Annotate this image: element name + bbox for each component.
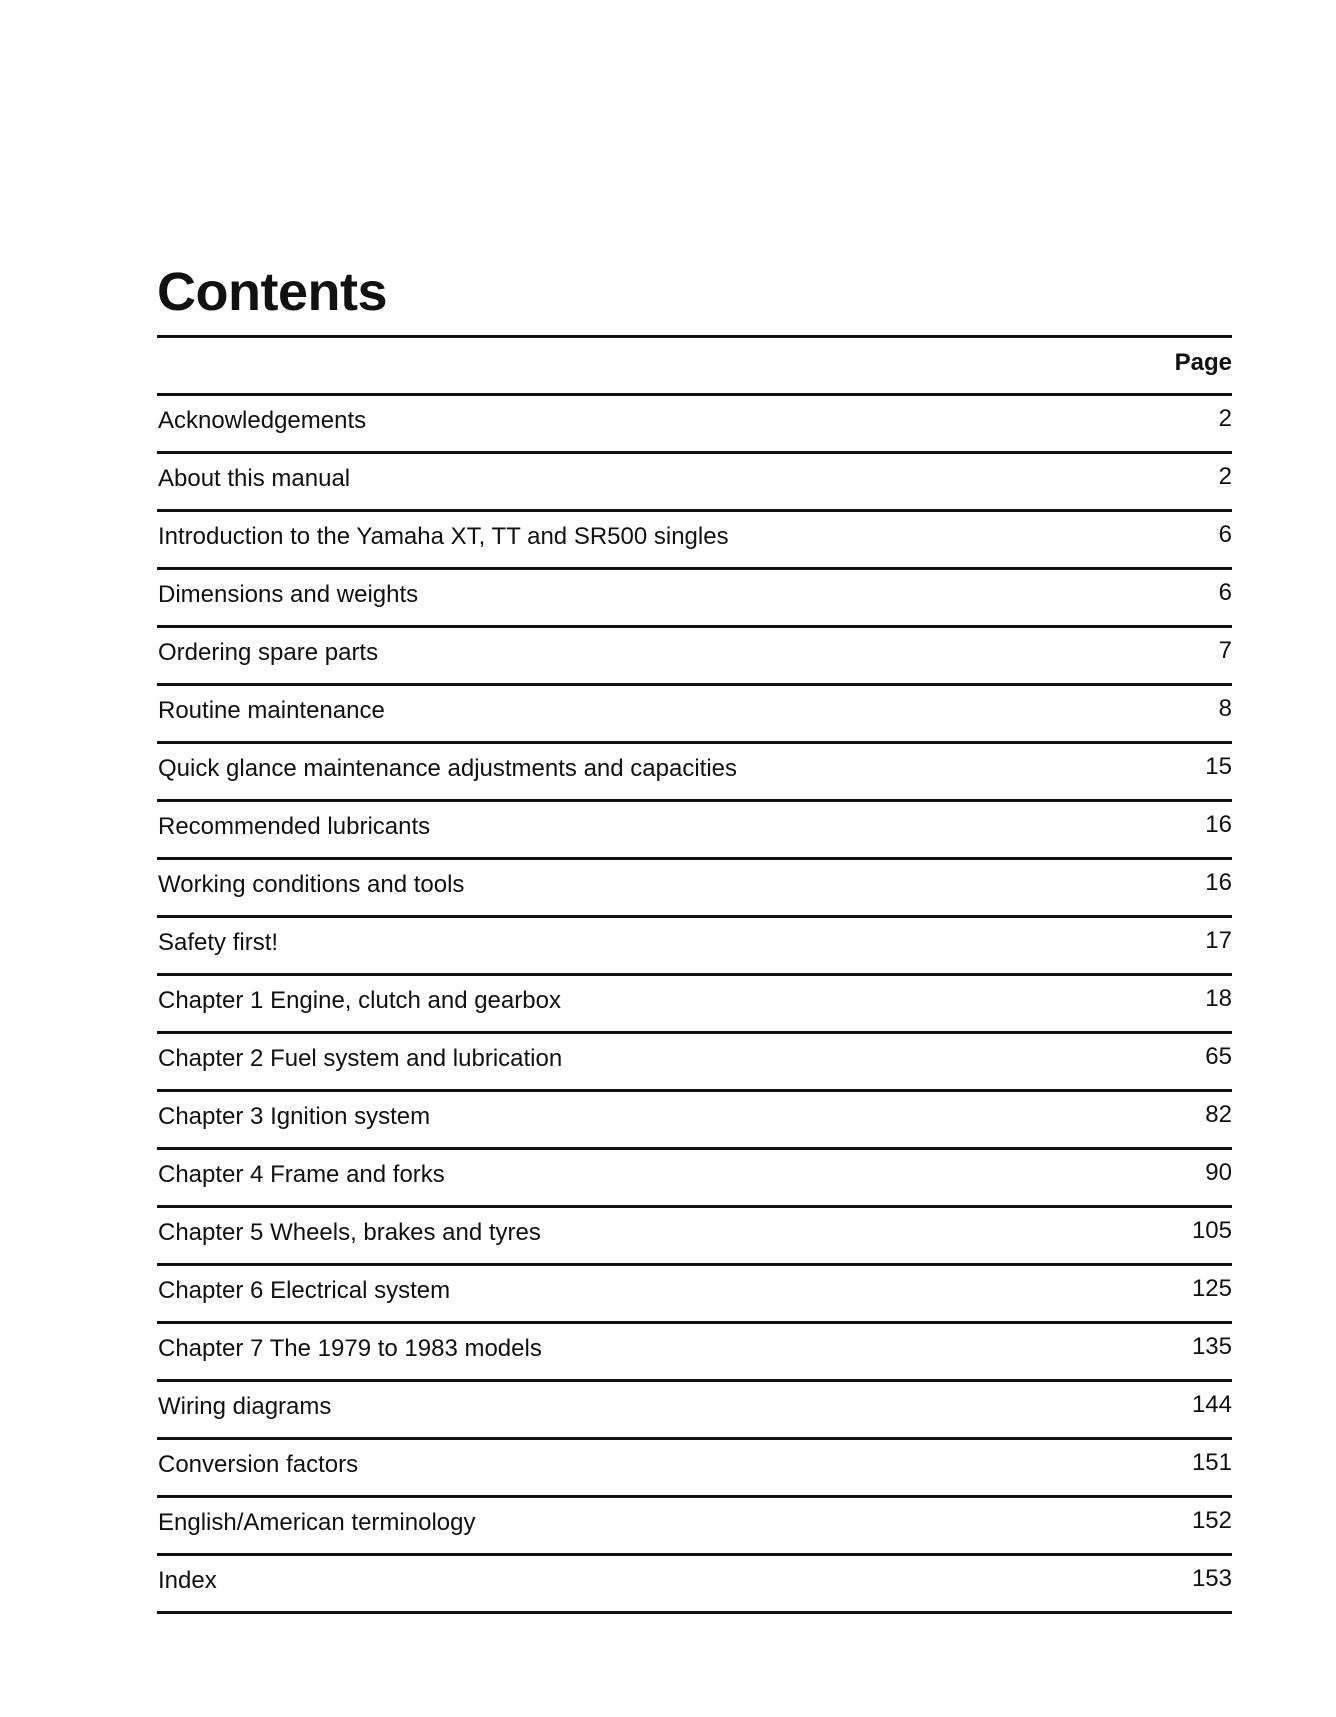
toc-entry-quick-glance[interactable]: [157, 744, 1232, 799]
entry-title: Chapter 4 Frame and forks: [158, 1161, 445, 1188]
toc-entry-acknowledgements[interactable]: [157, 396, 1232, 451]
entry-page-number: 18: [1205, 985, 1232, 1012]
entry-title: Wiring diagrams: [158, 1393, 332, 1420]
entry-page-number: 7: [1218, 637, 1232, 664]
entry-page-number: 65: [1205, 1043, 1232, 1070]
entry-page-number: 125: [1191, 1275, 1232, 1302]
table-of-contents: [157, 335, 1232, 1614]
entry-title: Recommended lubricants: [158, 813, 431, 840]
entry-title: Routine maintenance: [158, 697, 385, 724]
entry-title: Chapter 1 Engine, clutch and gearbox: [158, 987, 561, 1014]
toc-entry-about-manual[interactable]: [157, 454, 1232, 509]
entry-page-number: 2: [1218, 463, 1232, 490]
entry-page-number: 8: [1218, 695, 1232, 722]
entry-title: Chapter 2 Fuel system and lubrication: [158, 1045, 563, 1072]
toc-entry-working-conditions[interactable]: [157, 860, 1232, 915]
entry-title: Conversion factors: [158, 1451, 359, 1478]
entry-page-number: 135: [1191, 1333, 1232, 1360]
entry-page-number: 90: [1205, 1159, 1232, 1186]
toc-entry-dimensions-weights[interactable]: [157, 570, 1232, 625]
toc-entry-chapter-7[interactable]: [157, 1324, 1232, 1379]
entry-title: About this manual: [158, 465, 351, 492]
toc-entry-recommended-lubricants[interactable]: [157, 802, 1232, 857]
toc-entry-ordering-spare-parts[interactable]: [157, 628, 1232, 683]
entry-title: English/American terminology: [158, 1509, 476, 1536]
toc-entry-chapter-6[interactable]: [157, 1266, 1232, 1321]
entry-page-number: 17: [1205, 927, 1232, 954]
entry-title: Safety first!: [158, 929, 279, 956]
entry-title: Chapter 5 Wheels, brakes and tyres: [158, 1219, 541, 1246]
toc-entry-wiring-diagrams[interactable]: [157, 1382, 1232, 1437]
entry-page-number: 2: [1218, 405, 1232, 432]
toc-entry-terminology[interactable]: [157, 1498, 1232, 1553]
toc-entry-routine-maintenance[interactable]: [157, 686, 1232, 741]
page-title: Contents: [157, 262, 387, 322]
bottom-rule: [157, 1611, 1232, 1614]
entry-page-number: 16: [1205, 869, 1232, 896]
toc-entry-introduction[interactable]: [157, 512, 1232, 567]
entry-title: Dimensions and weights: [158, 581, 419, 608]
entry-title: Chapter 6 Electrical system: [158, 1277, 451, 1304]
toc-entry-chapter-3[interactable]: [157, 1092, 1232, 1147]
entry-page-number: 6: [1218, 579, 1232, 606]
entry-page-number: 144: [1191, 1391, 1232, 1418]
page-column-label: Page: [1174, 349, 1232, 376]
entry-title: Chapter 3 Ignition system: [158, 1103, 431, 1130]
entry-page-number: 105: [1191, 1217, 1232, 1244]
entry-page-number: 6: [1218, 521, 1232, 548]
entry-page-number: 16: [1205, 811, 1232, 838]
toc-entry-index[interactable]: [157, 1556, 1232, 1611]
entry-page-number: 151: [1191, 1449, 1232, 1476]
entry-page-number: 15: [1205, 753, 1232, 780]
entry-title: Chapter 7 The 1979 to 1983 models: [158, 1335, 542, 1362]
toc-entry-chapter-4[interactable]: [157, 1150, 1232, 1205]
entry-page-number: 82: [1205, 1101, 1232, 1128]
toc-entry-conversion-factors[interactable]: [157, 1440, 1232, 1495]
toc-entry-chapter-1[interactable]: [157, 976, 1232, 1031]
toc-entry-chapter-5[interactable]: [157, 1208, 1232, 1263]
entry-page-number: 153: [1191, 1565, 1232, 1592]
toc-entry-safety-first[interactable]: [157, 918, 1232, 973]
entry-title: Acknowledgements: [158, 407, 367, 434]
entry-title: Introduction to the Yamaha XT, TT and SR500 singles: [158, 523, 729, 550]
page-column-header: [157, 338, 1232, 393]
entry-page-number: 152: [1191, 1507, 1232, 1534]
entry-title: Quick glance maintenance adjustments and capacities: [158, 755, 737, 782]
entry-title: Ordering spare parts: [158, 639, 379, 666]
entry-title: Index: [158, 1567, 217, 1594]
toc-entry-chapter-2[interactable]: [157, 1034, 1232, 1089]
entry-title: Working conditions and tools: [158, 871, 465, 898]
